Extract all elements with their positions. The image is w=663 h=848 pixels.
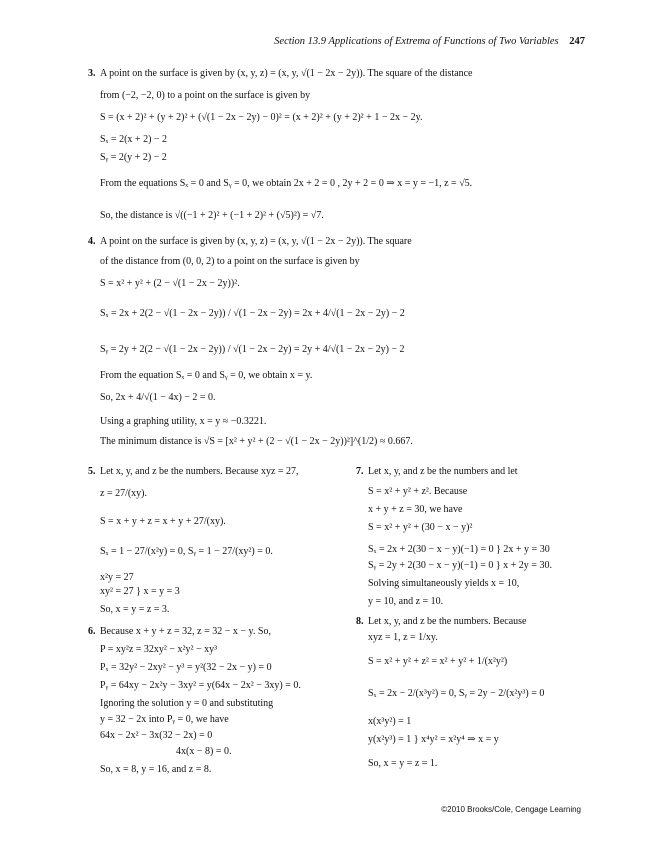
problem-7 [356,466,596,606]
section-title: Section 13.9 Applications of Extrema of Functions of Two Variables [274,36,559,47]
problem-3 [88,68,588,228]
problem-number: 4. [88,236,96,247]
equation-line: xyz = 1, z = 1/xy. [368,632,438,643]
equation-line: x + y + z = 30, we have [368,504,463,515]
page-header [274,36,585,47]
equation-line: y(x²y³) = 1 } x⁴y² = x²y⁴ ⇒ x = y [368,734,499,745]
equation-line: S = x² + y² + (30 − x − y)² [368,522,473,533]
problem-line: Because x + y + z = 32, z = 32 − x − y. So, [100,626,271,637]
problem-5 [88,466,338,616]
problem-line: of the distance from (0, 0, 2) to a point on the surface is given by [100,256,360,267]
equation-line: Sₓ = 1 − 27/(x²y) = 0, Sᵧ = 1 − 27/(xy²) = 0. [100,546,273,557]
problem-6 [88,626,343,776]
equation-line: So, the distance is √((−1 + 2)² + (−1 + 2)² + (√5)²) = √7. [100,210,324,221]
equation-line: Pₓ = 32y² − 2xy² − y³ = y²(32 − 2x − y) = 0 [100,662,272,673]
problem-number: 8. [356,616,364,627]
equation-line: S = x² + y² + (2 − √(1 − 2x − 2y))². [100,278,240,289]
equation-line: x²y = 27 [100,572,134,583]
problem-number: 3. [88,68,96,79]
equation-line: S = x + y + z = x + y + 27/(xy). [100,516,226,527]
problem-8 [356,616,596,776]
equation-line: Sₓ = 2x − 2/(x³y²) = 0, Sᵧ = 2y − 2/(x²y³) = 0 [368,688,545,699]
equation-line: 64x − 2x² − 3x(32 − 2x) = 0 [100,730,213,741]
equation-line: So, x = 8, y = 16, and z = 8. [100,764,212,775]
problem-line: Let x, y, and z be the numbers. Because xyz = 27, [100,466,299,477]
equation-line: P = xy²z = 32xy² − x²y² − xy³ [100,644,218,655]
equation-line: Sₓ = 2x + 2(2 − √(1 − 2x − 2y)) / √(1 − 2x − 2y) = 2x + 4/√(1 − 2x − 2y) − 2 [100,308,405,319]
copyright-footer: ©2010 Brooks/Cole, Cengage Learning [441,805,581,814]
problem-4 [88,236,588,456]
equation-line: So, x = y = z = 1. [368,758,438,769]
equation-line: Sᵧ = 2y + 2(2 − √(1 − 2x − 2y)) / √(1 − 2x − 2y) = 2y + 4/√(1 − 2x − 2y) − 2 [100,344,405,355]
equation-line: z = 27/(xy). [100,488,148,499]
problem-line: Let x, y, and z be the numbers and let [368,466,518,477]
equation-line: Sₓ = 2x + 2(30 − x − y)(−1) = 0 } 2x + y = 30 [368,544,550,555]
equation-line: x(x³y²) = 1 [368,716,412,727]
equation-line: Sᵧ = 2y + 2(30 − x − y)(−1) = 0 } x + 2y = 30. [368,560,552,571]
problem-number: 6. [88,626,96,637]
problem-line: A point on the surface is given by (x, y, z) = (x, y, √(1 − 2x − 2y)). The square [100,236,412,247]
problem-number: 5. [88,466,96,477]
equation-line: xy² = 27 } x = y = 3 [100,586,180,597]
problem-number: 7. [356,466,364,477]
equation-line: y = 10, and z = 10. [368,596,444,607]
equation-line: Sₓ = 2(x + 2) − 2 [100,134,168,145]
problem-line: Ignoring the solution y = 0 and substituting [100,698,274,709]
equation-line: The minimum distance is √S = [x² + y² + (2 − √(1 − 2x − 2y))²]^(1/2) ≈ 0.667. [100,436,413,447]
problem-line: Let x, y, and z be the numbers. Because [368,616,527,627]
equation-line: S = (x + 2)² + (y + 2)² + (√(1 − 2x − 2y) − 0)² = (x + 2)² + (y + 2)² + 1 − 2x − 2y. [100,112,423,123]
equation-line: S = x² + y² + z² = x² + y² + 1/(x²y²) [368,656,508,667]
equation-line: Pᵧ = 64xy − 2x²y − 3xy² = y(64x − 2x² − 3xy) = 0. [100,680,301,691]
equation-line: So, x = y = z = 3. [100,604,170,615]
page-number: 247 [569,36,585,47]
equation-line: From the equations Sₓ = 0 and Sᵧ = 0, we obtain 2x + 2 = 0 , 2y + 2 = 0 ⇒ x = y = −1, z = √5. [100,178,473,189]
equation-line: 4x(x − 8) = 0. [176,746,232,757]
equation-line: Solving simultaneously yields x = 10, [368,578,520,589]
problem-line: A point on the surface is given by (x, y, z) = (x, y, √(1 − 2x − 2y)). The square of the distance [100,68,473,79]
equation-line: So, 2x + 4/√(1 − 4x) − 2 = 0. [100,392,216,403]
equation-line: Using a graphing utility, x = y ≈ −0.3221. [100,416,267,427]
equation-line: S = x² + y² + z². Because [368,486,468,497]
equation-line: From the equation Sₓ = 0 and Sᵧ = 0, we obtain x = y. [100,370,313,381]
problem-line: from (−2, −2, 0) to a point on the surface is given by [100,90,311,101]
equation-line: Sᵧ = 2(y + 2) − 2 [100,152,167,163]
problem-line: y = 32 − 2x into Pᵧ = 0, we have [100,714,229,725]
